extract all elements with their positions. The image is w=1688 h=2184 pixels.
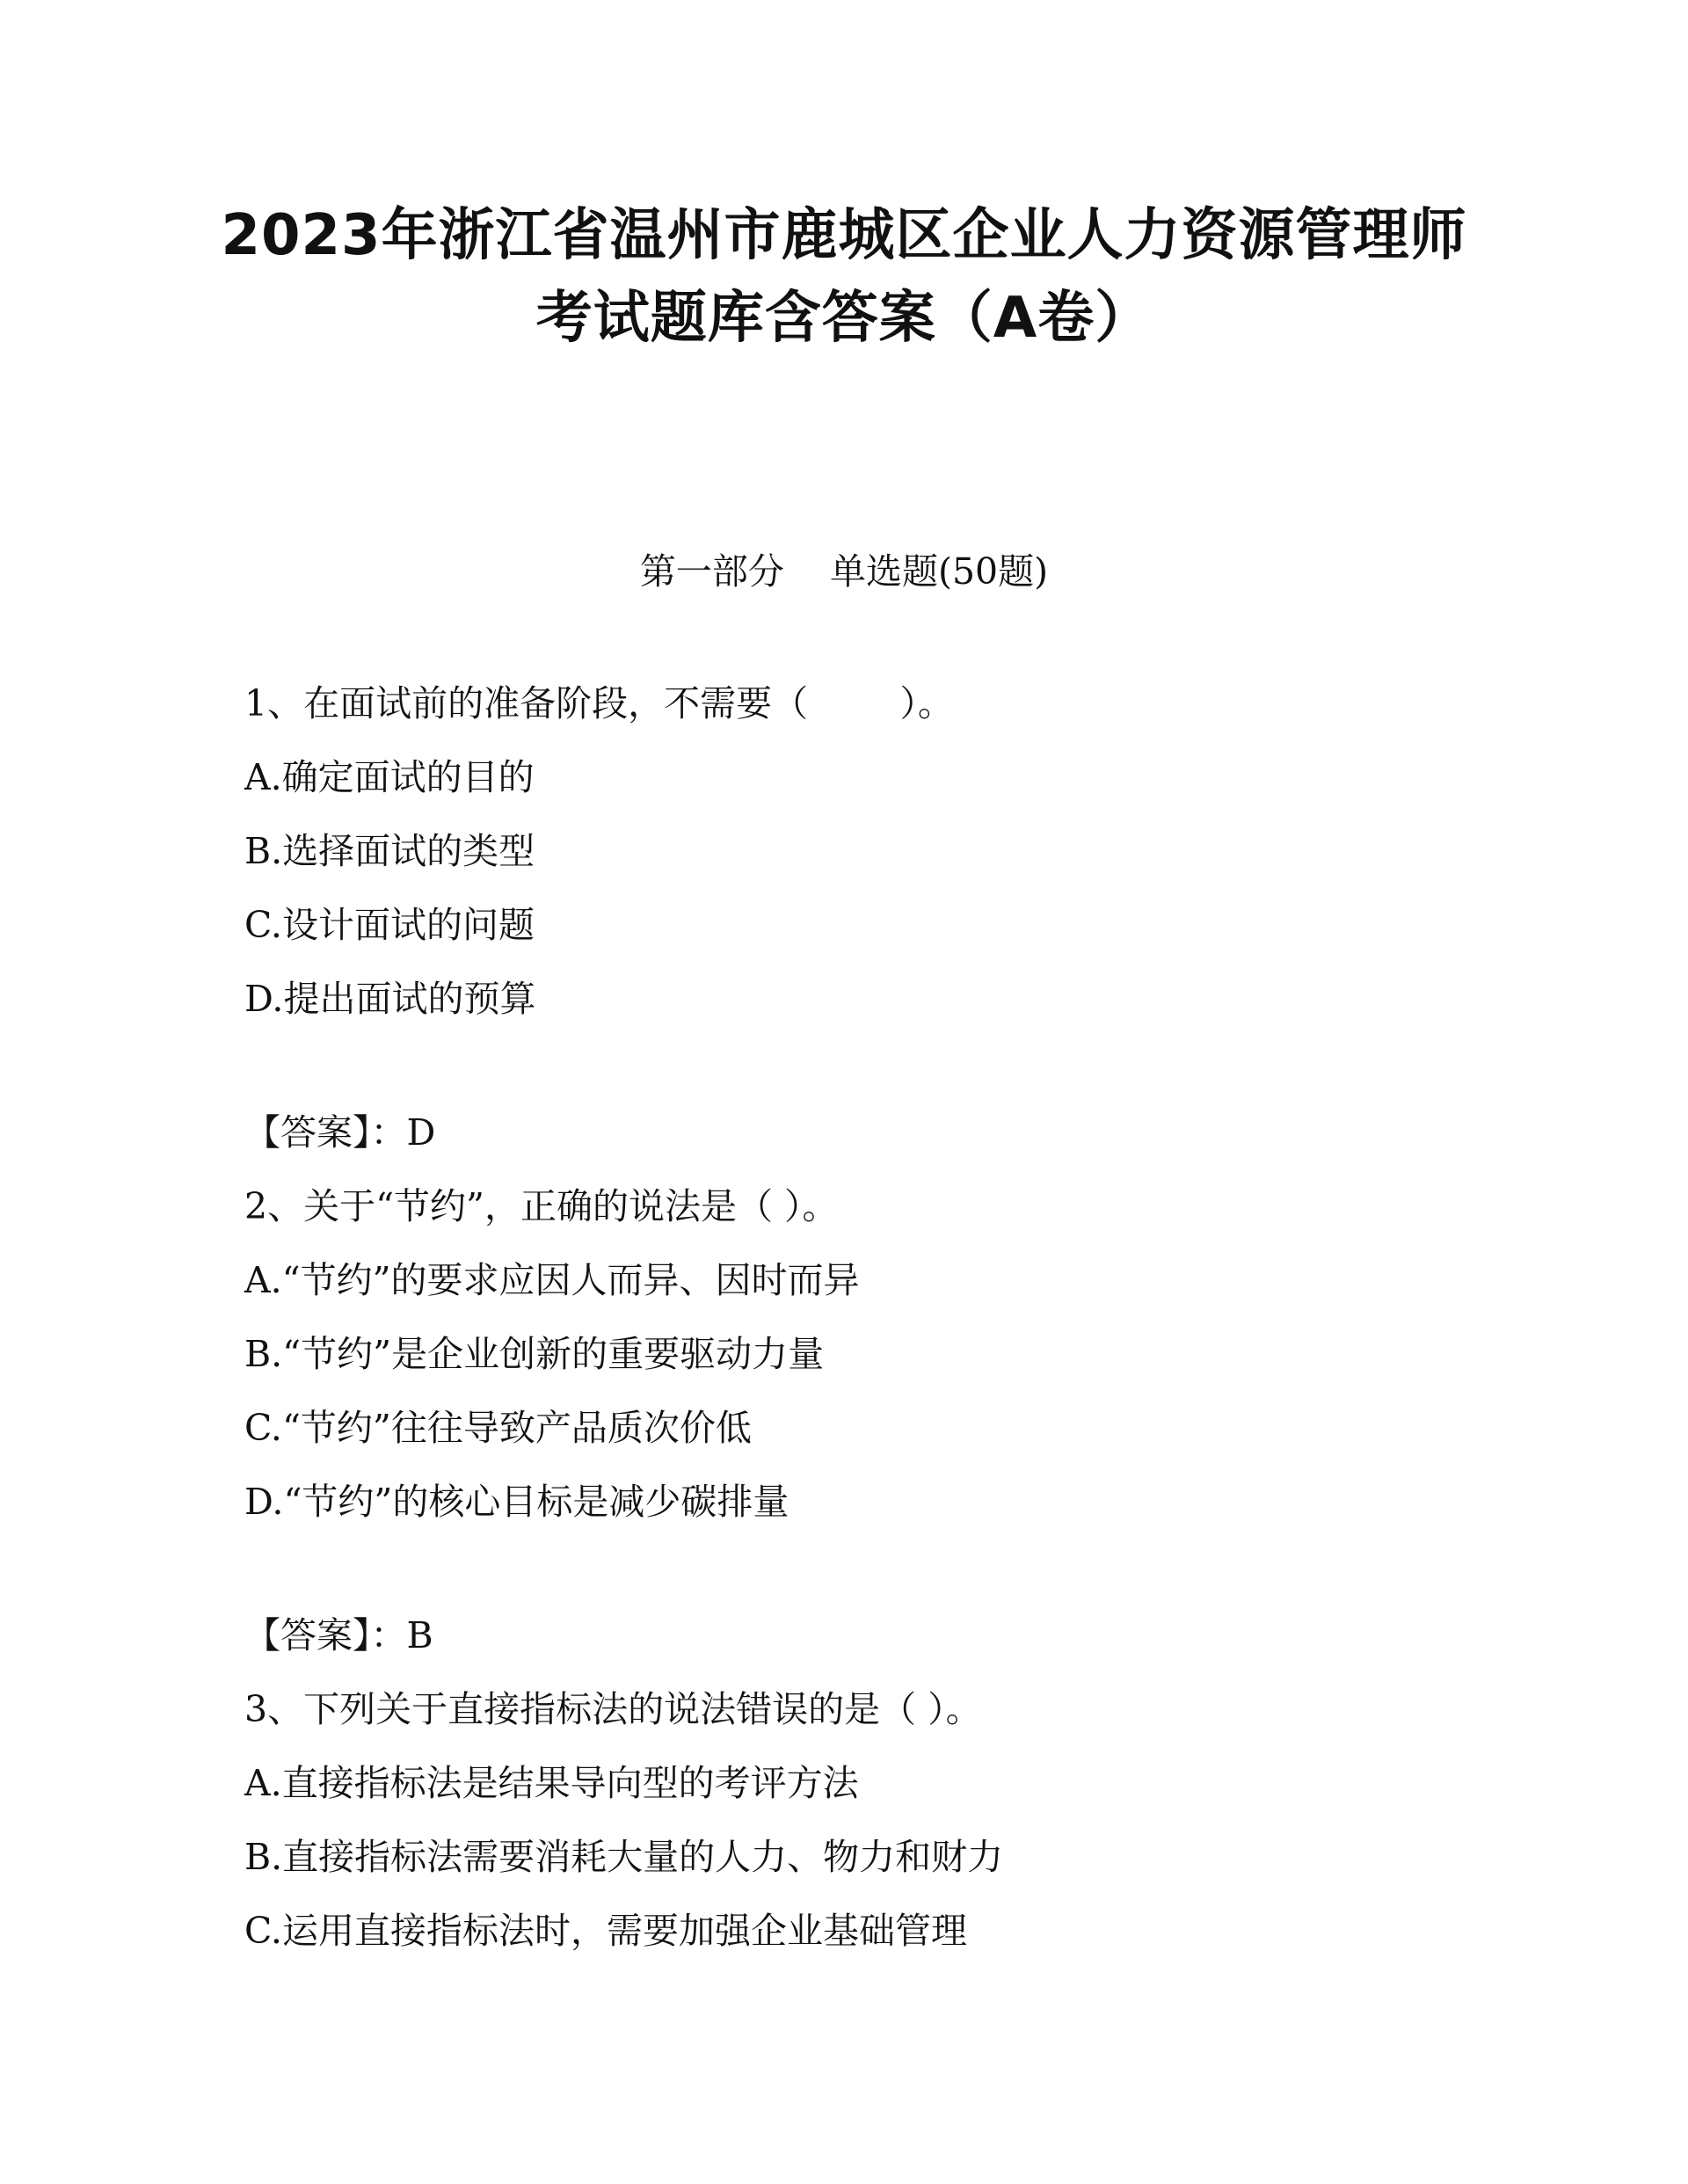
question-1-stem: 1、在面试前的准备阶段，不需要（ ）。	[244, 682, 954, 724]
question-1-option-d: D.提出面试的预算	[244, 978, 536, 1020]
question-2-option-a: A.“节约”的要求应因人而异、因时而异	[244, 1259, 860, 1301]
question-1-option-b: B.选择面试的类型	[244, 830, 535, 872]
question-2-option-d: D.“节约”的核心目标是减少碳排量	[244, 1481, 789, 1523]
question-3-stem: 3、下列关于直接指标法的说法错误的是（ ）。	[244, 1688, 982, 1730]
question-1-answer: 【答案】：D	[244, 1111, 436, 1154]
question-2-answer: 【答案】：B	[244, 1614, 433, 1656]
question-1-option-a: A.确定面试的目的	[244, 756, 535, 798]
question-3-option-b: B.直接指标法需要消耗大量的人力、物力和财力	[244, 1836, 1004, 1878]
question-3-option-a: A.直接指标法是结果导向型的考评方法	[244, 1762, 859, 1804]
question-1-option-c: C.设计面试的问题	[244, 904, 535, 946]
section-heading: 第一部分 单选题(50题)	[639, 550, 1049, 593]
document-title-line-2: 考试题库含答案（A卷）	[535, 286, 1153, 351]
question-2-option-c: C.“节约”往往导致产品质次价低	[244, 1407, 752, 1449]
document-title-line-1: 2023年浙江省温州市鹿城区企业人力资源管理师	[221, 203, 1467, 268]
question-2-option-b: B.“节约”是企业创新的重要驱动力量	[244, 1333, 825, 1375]
question-3-option-c: C.运用直接指标法时，需要加强企业基础管理	[244, 1910, 967, 1952]
question-2-stem: 2、关于“节约”，正确的说法是（ ）。	[244, 1185, 839, 1227]
